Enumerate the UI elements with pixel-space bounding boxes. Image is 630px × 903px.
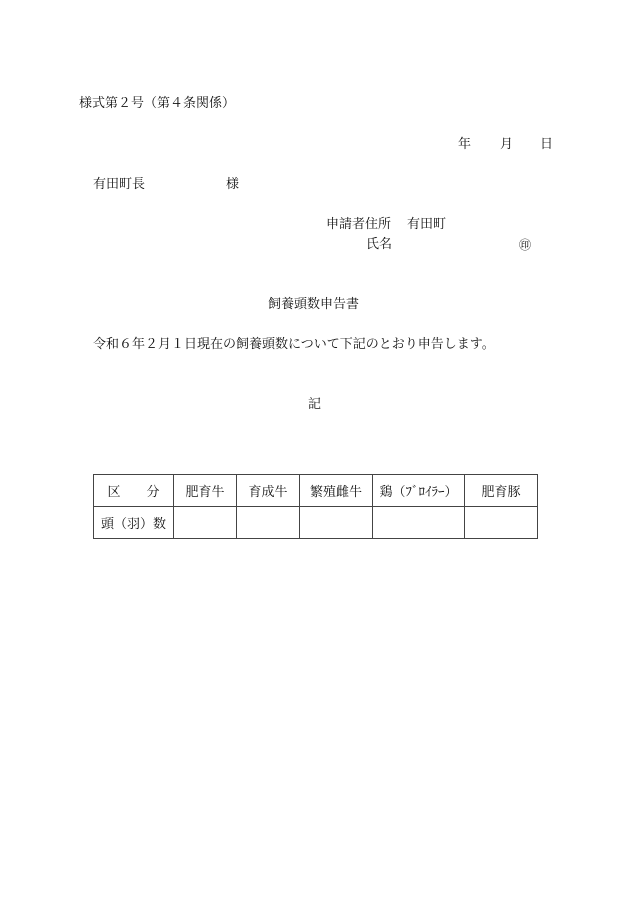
header-breeding-cows: 繁殖雌牛 — [300, 475, 373, 507]
name-label: 氏名 — [366, 237, 393, 252]
table-header-row — [94, 475, 538, 507]
value-breeding-cows — [300, 507, 373, 539]
livestock-table — [93, 474, 538, 539]
address-label: 申請者住所 — [326, 217, 392, 232]
row-label: 頭（羽）数 — [94, 507, 174, 539]
body-text: 令和６年２月１日現在の飼養頭数について下記のとおり申告します。 — [93, 337, 495, 352]
date-year: 年 — [458, 137, 472, 152]
date-month: 月 — [500, 137, 514, 152]
form-number: 様式第２号（第４条関係） — [79, 96, 236, 111]
header-broiler: 鶏（ﾌﾞﾛｲﾗｰ） — [373, 475, 465, 507]
value-fattening-cattle — [174, 507, 237, 539]
addressee-honorific: 様 — [226, 177, 240, 192]
date-day: 日 — [540, 137, 554, 152]
value-broiler — [373, 507, 465, 539]
header-fattening-pigs: 肥育豚 — [465, 475, 538, 507]
ki-label: 記 — [308, 397, 322, 412]
document-title: 飼養頭数申告書 — [268, 297, 360, 312]
header-fattening-cattle: 肥育牛 — [174, 475, 237, 507]
seal-mark: ㊞ — [519, 238, 532, 252]
header-rearing-cattle: 育成牛 — [237, 475, 300, 507]
address-value: 有田町 — [407, 217, 447, 232]
value-fattening-pigs — [465, 507, 538, 539]
table-row — [94, 507, 538, 539]
addressee-name: 有田町長 — [93, 177, 146, 192]
value-rearing-cattle — [237, 507, 300, 539]
header-category: 区 分 — [94, 475, 174, 507]
